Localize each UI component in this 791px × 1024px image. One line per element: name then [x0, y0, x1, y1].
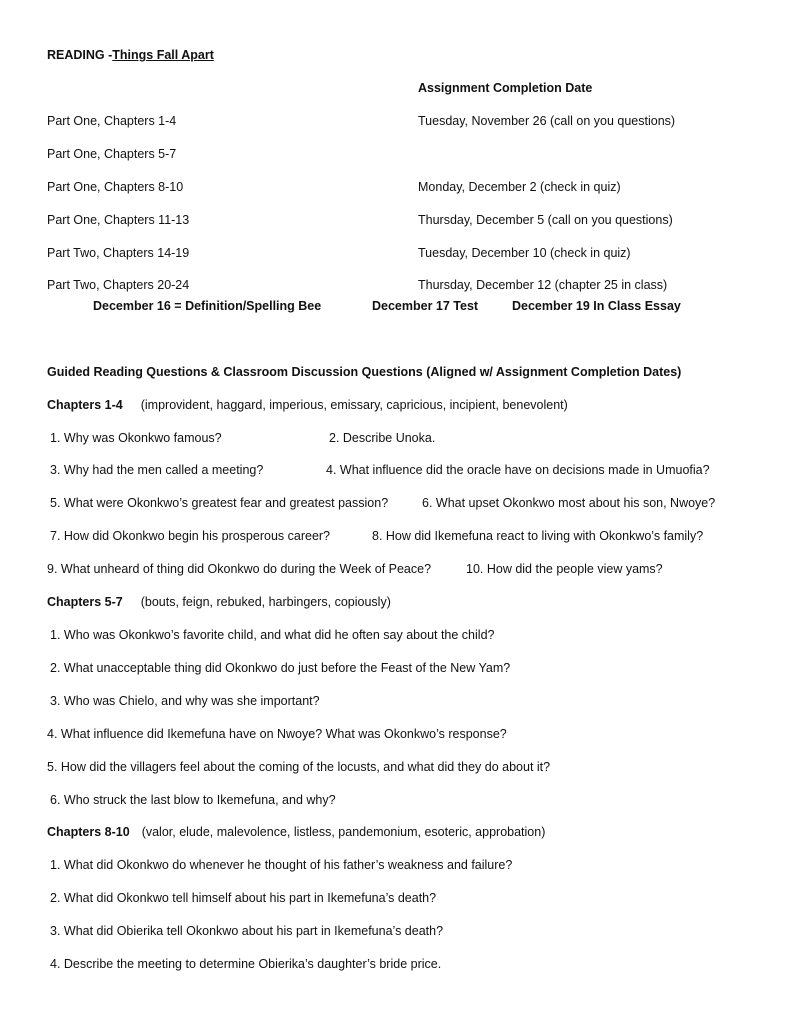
section-title: Chapters 8-10	[47, 825, 130, 839]
question-item: 3. Who was Chielo, and why was she important?	[50, 694, 320, 708]
question-item: 6. Who struck the last blow to Ikemefuna, and why?	[50, 793, 336, 807]
section-chapters-1-4	[47, 398, 568, 412]
question-item: 2. Describe Unoka.	[329, 431, 436, 445]
question-item: 1. Why was Okonkwo famous?	[50, 431, 222, 445]
guided-reading-heading: Guided Reading Questions & Classroom Discussion Questions (Aligned w/ Assignment Completion Dates)	[47, 365, 682, 379]
question-item: 10. How did the people view yams?	[466, 562, 663, 576]
question-item: 6. What upset Okonkwo most about his son, Nwoye?	[422, 496, 716, 510]
event-spelling-bee: December 16 = Definition/Spelling Bee	[93, 299, 322, 313]
question-item: 4. What influence did Ikemefuna have on Nwoye? What was Okonkwo’s response?	[47, 727, 507, 741]
schedule-part: Part One, Chapters 1-4	[47, 114, 177, 128]
question-item: 5. What were Okonkwo’s greatest fear and greatest passion?	[50, 496, 389, 510]
question-item: 3. Why had the men called a meeting?	[50, 463, 264, 477]
book-title: Things Fall Apart	[112, 48, 214, 62]
schedule-part: Part One, Chapters 11-13	[47, 213, 190, 227]
document-title	[47, 48, 214, 62]
question-item: 1. What did Okonkwo do whenever he thought of his father’s weakness and failure?	[50, 858, 513, 872]
question-item: 1. Who was Okonkwo’s favorite child, and what did he often say about the child?	[50, 628, 495, 642]
vocab-list: (improvident, haggard, imperious, emissary, capricious, incipient, benevolent)	[140, 398, 568, 412]
schedule-part: Part Two, Chapters 20-24	[47, 278, 190, 292]
schedule-part: Part One, Chapters 5-7	[47, 147, 177, 161]
section-title: Chapters 5-7	[47, 595, 123, 609]
schedule-date: Thursday, December 5 (call on you questions)	[418, 213, 673, 227]
schedule-date: Thursday, December 12 (chapter 25 in class)	[418, 278, 668, 292]
question-item: 4. Describe the meeting to determine Obierika’s daughter’s bride price.	[50, 957, 442, 971]
question-item: 8. How did Ikemefuna react to living with Okonkwo’s family?	[372, 529, 704, 543]
section-chapters-5-7	[47, 595, 391, 609]
question-item: 2. What did Okonkwo tell himself about his part in Ikemefuna’s death?	[50, 891, 437, 905]
completion-date-header: Assignment Completion Date	[418, 81, 593, 95]
title-prefix: READING -	[47, 48, 113, 62]
schedule-date: Tuesday, December 10 (check in quiz)	[418, 246, 631, 260]
schedule-part: Part One, Chapters 8-10	[47, 180, 184, 194]
vocab-list: (bouts, feign, rebuked, harbingers, copiously)	[140, 595, 391, 609]
vocab-list: (valor, elude, malevolence, listless, pandemonium, esoteric, approbation)	[141, 825, 546, 839]
event-essay: December 19 In Class Essay	[512, 299, 681, 313]
question-item: 9. What unheard of thing did Okonkwo do during the Week of Peace?	[47, 562, 432, 576]
section-title: Chapters 1-4	[47, 398, 123, 412]
question-item: 5. How did the villagers feel about the coming of the locusts, and what did they do about it?	[47, 760, 551, 774]
question-item: 2. What unacceptable thing did Okonkwo do just before the Feast of the New Yam?	[50, 661, 511, 675]
question-item: 7. How did Okonkwo begin his prosperous career?	[50, 529, 331, 543]
schedule-date: Monday, December 2 (check in quiz)	[418, 180, 621, 194]
schedule-date: Tuesday, November 26 (call on you questions)	[418, 114, 676, 128]
question-item: 3. What did Obierika tell Okonkwo about his part in Ikemefuna’s death?	[50, 924, 444, 938]
section-chapters-8-10	[47, 825, 545, 839]
question-item: 4. What influence did the oracle have on decisions made in Umuofia?	[326, 463, 710, 477]
schedule-part: Part Two, Chapters 14-19	[47, 246, 190, 260]
event-test: December 17 Test	[372, 299, 479, 313]
